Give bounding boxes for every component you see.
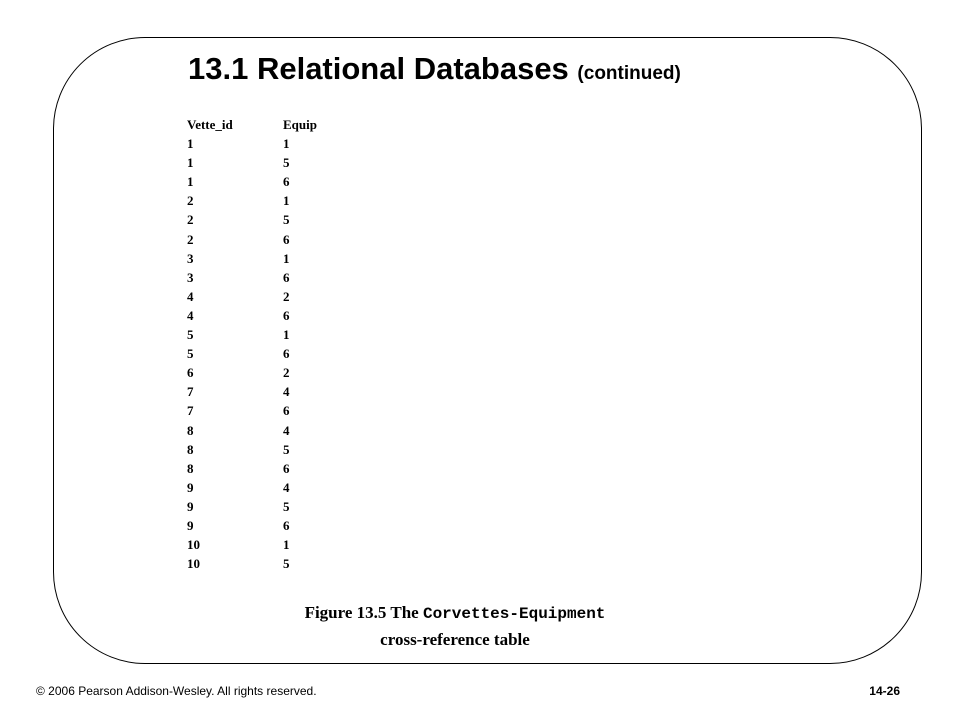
cell-equip: 6 xyxy=(283,460,290,476)
table-row xyxy=(187,210,317,229)
table-row xyxy=(187,306,317,325)
table-row xyxy=(187,421,317,440)
table-row xyxy=(187,153,317,172)
cell-equip: 6 xyxy=(283,269,290,285)
table-row xyxy=(187,134,317,153)
table-row xyxy=(187,497,317,516)
figure-caption xyxy=(200,600,710,652)
cell-vette-id: 1 xyxy=(187,136,194,152)
caption-prefix: Figure 13.5 The xyxy=(304,603,419,622)
table-row xyxy=(187,478,317,497)
cell-vette-id: 3 xyxy=(187,250,194,266)
cell-vette-id: 3 xyxy=(187,269,194,285)
cell-equip: 5 xyxy=(283,556,290,572)
table-row xyxy=(187,249,317,268)
caption-line-1 xyxy=(200,600,710,627)
cell-equip: 5 xyxy=(283,498,290,514)
column-header-equip: Equip xyxy=(283,117,317,132)
table-row xyxy=(187,535,317,554)
cell-vette-id: 1 xyxy=(187,174,194,190)
table-row xyxy=(187,382,317,401)
cell-vette-id: 6 xyxy=(187,365,194,381)
cell-vette-id: 8 xyxy=(187,460,194,476)
footer-copyright: © 2006 Pearson Addison-Wesley. All rights reserved. xyxy=(36,684,317,698)
table-row xyxy=(187,325,317,344)
table-row xyxy=(187,363,317,382)
cell-vette-id: 7 xyxy=(187,403,194,419)
column-header-vette-id: Vette_id xyxy=(187,117,233,132)
cell-equip: 5 xyxy=(283,212,290,228)
slide-frame xyxy=(53,37,922,664)
cell-vette-id: 5 xyxy=(187,327,194,343)
table-row xyxy=(187,440,317,459)
cell-equip: 1 xyxy=(283,250,290,266)
slide-title-suffix: (continued) xyxy=(577,63,681,84)
table-row xyxy=(187,344,317,363)
caption-line-2: cross-reference table xyxy=(380,630,530,649)
cell-equip: 4 xyxy=(283,384,290,400)
cell-vette-id: 9 xyxy=(187,479,194,495)
cell-vette-id: 8 xyxy=(187,441,194,457)
cell-equip: 6 xyxy=(283,403,290,419)
corvettes-equipment-table xyxy=(187,115,317,573)
cell-vette-id: 2 xyxy=(187,231,194,247)
cell-vette-id: 2 xyxy=(187,193,194,209)
cell-equip: 1 xyxy=(283,327,290,343)
cell-equip: 6 xyxy=(283,517,290,533)
cell-vette-id: 9 xyxy=(187,498,194,514)
cell-equip: 2 xyxy=(283,365,290,381)
cell-vette-id: 10 xyxy=(187,556,200,572)
cell-vette-id: 4 xyxy=(187,307,194,323)
table-row xyxy=(187,401,317,420)
table-row xyxy=(187,191,317,210)
table-body xyxy=(187,134,317,573)
cell-vette-id: 9 xyxy=(187,517,194,533)
cell-equip: 1 xyxy=(283,537,290,553)
cell-equip: 6 xyxy=(283,346,290,362)
cell-equip: 6 xyxy=(283,307,290,323)
table-row xyxy=(187,554,317,573)
cell-equip: 5 xyxy=(283,155,290,171)
slide-title xyxy=(188,47,681,96)
cell-vette-id: 8 xyxy=(187,422,194,438)
cell-vette-id: 5 xyxy=(187,346,194,362)
cell-equip: 6 xyxy=(283,174,290,190)
table-row xyxy=(187,230,317,249)
caption-table-name: Corvettes-Equipment xyxy=(422,605,606,623)
cell-equip: 6 xyxy=(283,231,290,247)
cell-equip: 4 xyxy=(283,422,290,438)
cell-equip: 5 xyxy=(283,441,290,457)
cell-equip: 2 xyxy=(283,288,290,304)
table-row xyxy=(187,287,317,306)
footer-page-number: 14-26 xyxy=(869,684,900,698)
cell-equip: 1 xyxy=(283,136,290,152)
cell-vette-id: 7 xyxy=(187,384,194,400)
table-row xyxy=(187,268,317,287)
table-row xyxy=(187,516,317,535)
table-header-row xyxy=(187,115,317,134)
cell-equip: 4 xyxy=(283,479,290,495)
cell-vette-id: 2 xyxy=(187,212,194,228)
table-row xyxy=(187,172,317,191)
slide-title-main: 13.1 Relational Databases xyxy=(188,51,569,86)
table-row xyxy=(187,459,317,478)
cell-vette-id: 4 xyxy=(187,288,194,304)
cell-equip: 1 xyxy=(283,193,290,209)
cell-vette-id: 1 xyxy=(187,155,194,171)
cell-vette-id: 10 xyxy=(187,537,200,553)
